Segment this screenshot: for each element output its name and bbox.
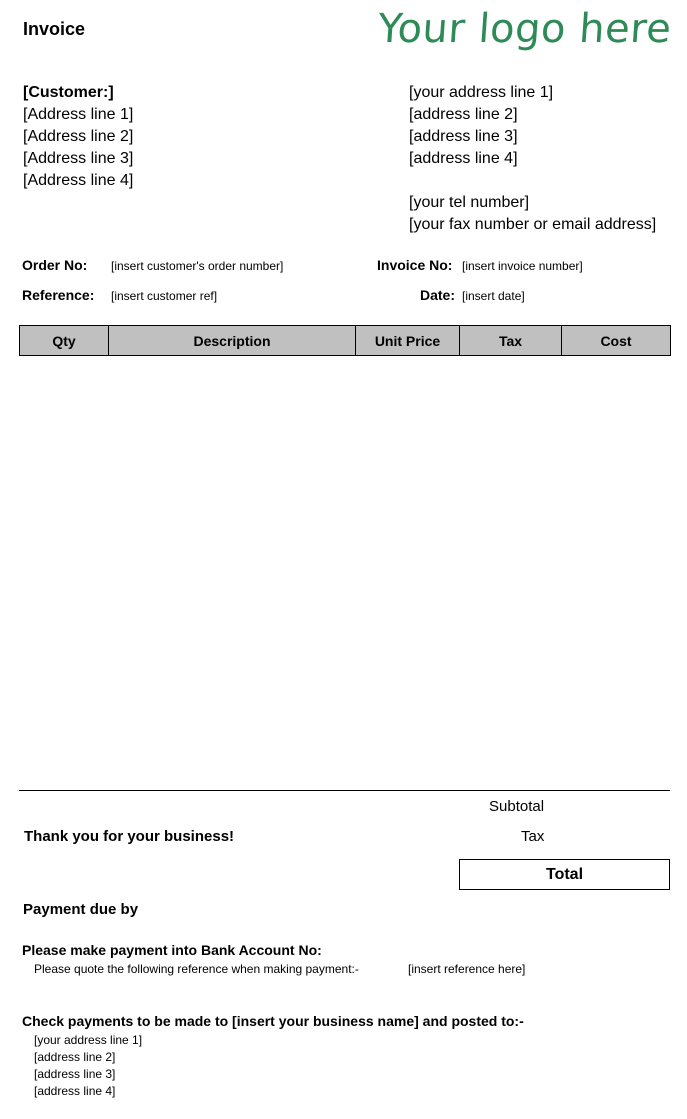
company-fax-email: [your fax number or email address]	[409, 216, 657, 233]
company-address-line: [your address line 1]	[409, 84, 554, 101]
payment-due-label: Payment due by	[23, 901, 139, 918]
table-header-row	[20, 326, 671, 356]
company-tel: [your tel number]	[409, 194, 530, 211]
subtotal-label: Subtotal	[489, 798, 545, 815]
check-postal-address	[34, 1032, 142, 1100]
logo-placeholder: Your logo here	[376, 6, 674, 52]
postal-address-line: [your address line 1]	[34, 1033, 143, 1047]
date-value: [insert date]	[462, 289, 525, 303]
customer-address-line: [Address line 4]	[23, 172, 134, 189]
tax-total-label: Tax	[521, 828, 545, 845]
customer-address-block	[23, 82, 133, 192]
date-label: Date:	[420, 287, 456, 303]
customer-address-line: [Address line 2]	[23, 128, 134, 145]
invoice-no-label: Invoice No:	[377, 257, 453, 273]
total-box	[459, 859, 670, 890]
customer-heading: [Customer:]	[23, 84, 114, 101]
invoice-no-value: [insert invoice number]	[462, 259, 583, 273]
total-label: Total	[545, 865, 584, 883]
company-address-line: [address line 4]	[409, 150, 518, 167]
order-no-label: Order No:	[22, 257, 88, 273]
column-header-description: Description	[109, 326, 356, 356]
company-address-line: [address line 3]	[409, 128, 518, 145]
company-address-line: [address line 2]	[409, 106, 518, 123]
column-header-qty: Qty	[20, 326, 109, 356]
reference-placeholder: [insert reference here]	[408, 962, 526, 976]
order-no-value: [insert customer's order number]	[111, 259, 284, 273]
postal-address-line: [address line 3]	[34, 1067, 116, 1081]
customer-address-line: [Address line 1]	[23, 106, 134, 123]
reference-label: Reference:	[22, 287, 95, 303]
postal-address-line: [address line 2]	[34, 1050, 116, 1064]
column-header-cost: Cost	[562, 326, 671, 356]
thank-you-message: Thank you for your business!	[24, 828, 235, 845]
line-items-table	[19, 325, 671, 356]
invoice-title: Invoice	[23, 19, 86, 39]
quote-reference-instruction: Please quote the following reference when making payment:-	[34, 962, 359, 976]
column-header-unit-price: Unit Price	[356, 326, 460, 356]
bank-account-heading: Please make payment into Bank Account No:	[22, 942, 322, 958]
check-payments-heading: Check payments to be made to [insert your business name] and posted to:-	[22, 1013, 524, 1029]
postal-address-line: [address line 4]	[34, 1084, 116, 1098]
column-header-tax: Tax	[460, 326, 562, 356]
company-address-block	[409, 82, 656, 236]
items-bottom-divider	[19, 790, 670, 791]
customer-address-line: [Address line 3]	[23, 150, 134, 167]
reference-value: [insert customer ref]	[111, 289, 218, 303]
